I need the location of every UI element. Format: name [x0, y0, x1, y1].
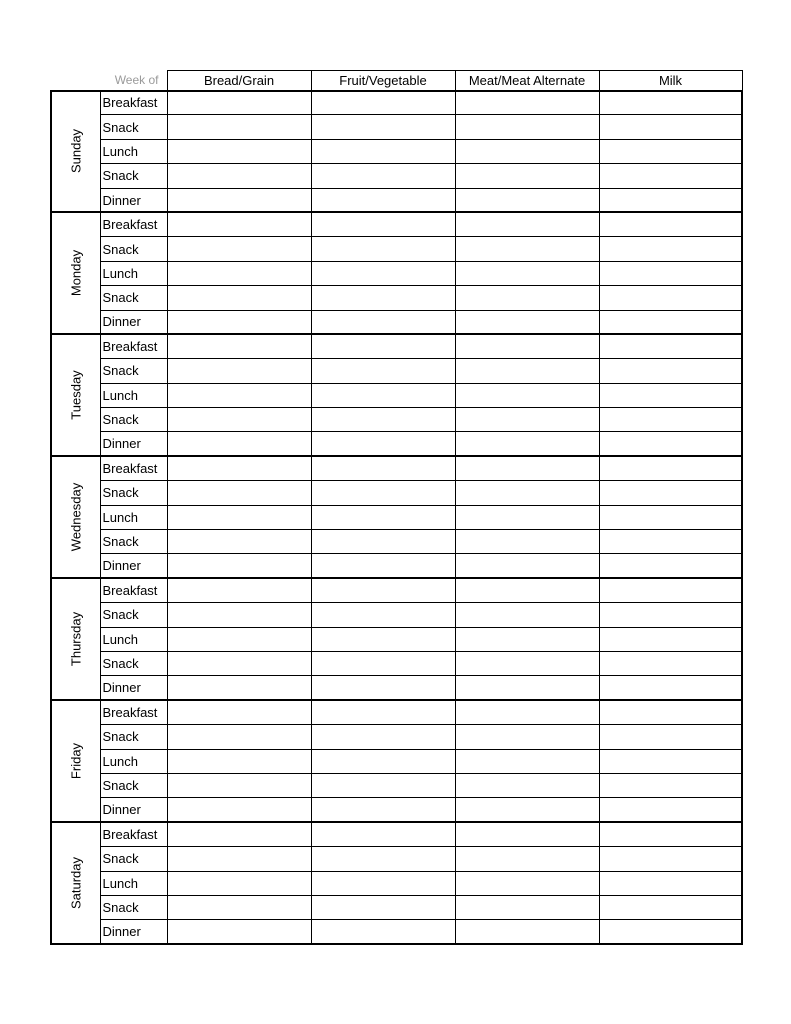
- meal-row: [51, 286, 742, 310]
- entry-cell-milk[interactable]: [599, 164, 742, 188]
- meal-label: Lunch: [100, 871, 167, 895]
- entry-cell-meat-alternate[interactable]: [455, 456, 599, 480]
- entry-cell-fruit-vegetable[interactable]: [311, 212, 455, 236]
- entry-cell-bread-grain[interactable]: [167, 578, 311, 602]
- meal-row: [51, 334, 742, 358]
- entry-cell-milk[interactable]: [599, 847, 742, 871]
- entry-cell-milk[interactable]: [599, 871, 742, 895]
- entry-cell-milk[interactable]: [599, 261, 742, 285]
- meal-row: [51, 115, 742, 139]
- entry-cell-bread-grain[interactable]: [167, 164, 311, 188]
- entry-cell-fruit-vegetable[interactable]: [311, 847, 455, 871]
- entry-cell-milk[interactable]: [599, 139, 742, 163]
- entry-cell-meat-alternate[interactable]: [455, 212, 599, 236]
- entry-cell-fruit-vegetable[interactable]: [311, 895, 455, 919]
- entry-cell-fruit-vegetable[interactable]: [311, 822, 455, 846]
- entry-cell-bread-grain[interactable]: [167, 261, 311, 285]
- entry-cell-meat-alternate[interactable]: [455, 676, 599, 700]
- entry-cell-bread-grain[interactable]: [167, 505, 311, 529]
- entry-cell-meat-alternate[interactable]: [455, 847, 599, 871]
- entry-cell-bread-grain[interactable]: [167, 383, 311, 407]
- entry-cell-fruit-vegetable[interactable]: [311, 456, 455, 480]
- entry-cell-meat-alternate[interactable]: [455, 432, 599, 456]
- meal-label: Breakfast: [100, 212, 167, 236]
- entry-cell-bread-grain[interactable]: [167, 700, 311, 724]
- meal-row: [51, 91, 742, 115]
- entry-cell-bread-grain[interactable]: [167, 139, 311, 163]
- entry-cell-meat-alternate[interactable]: [455, 359, 599, 383]
- entry-cell-fruit-vegetable[interactable]: [311, 505, 455, 529]
- entry-cell-milk[interactable]: [599, 822, 742, 846]
- entry-cell-bread-grain[interactable]: [167, 432, 311, 456]
- meal-row: [51, 237, 742, 261]
- meal-row: [51, 432, 742, 456]
- entry-cell-fruit-vegetable[interactable]: [311, 261, 455, 285]
- meal-label: Dinner: [100, 920, 167, 944]
- entry-cell-fruit-vegetable[interactable]: [311, 676, 455, 700]
- meal-label: Snack: [100, 651, 167, 675]
- meal-row: [51, 871, 742, 895]
- meal-row: [51, 359, 742, 383]
- meal-label: Snack: [100, 359, 167, 383]
- meal-label: Snack: [100, 481, 167, 505]
- entry-cell-milk[interactable]: [599, 383, 742, 407]
- entry-cell-fruit-vegetable[interactable]: [311, 432, 455, 456]
- meal-row: [51, 554, 742, 578]
- entry-cell-meat-alternate[interactable]: [455, 530, 599, 554]
- entry-cell-milk[interactable]: [599, 237, 742, 261]
- entry-cell-fruit-vegetable[interactable]: [311, 408, 455, 432]
- entry-cell-milk[interactable]: [599, 310, 742, 334]
- entry-cell-fruit-vegetable[interactable]: [311, 91, 455, 115]
- meal-label: Snack: [100, 164, 167, 188]
- meal-label: Snack: [100, 847, 167, 871]
- entry-cell-meat-alternate[interactable]: [455, 481, 599, 505]
- entry-cell-fruit-vegetable[interactable]: [311, 530, 455, 554]
- day-cell-monday: [51, 212, 100, 334]
- entry-cell-bread-grain[interactable]: [167, 481, 311, 505]
- entry-cell-meat-alternate[interactable]: [455, 603, 599, 627]
- meal-label: Breakfast: [100, 91, 167, 115]
- entry-cell-bread-grain[interactable]: [167, 651, 311, 675]
- entry-cell-meat-alternate[interactable]: [455, 871, 599, 895]
- entry-cell-meat-alternate[interactable]: [455, 188, 599, 212]
- meal-label: Snack: [100, 895, 167, 919]
- entry-cell-bread-grain[interactable]: [167, 554, 311, 578]
- meal-label: Lunch: [100, 139, 167, 163]
- meal-label: Breakfast: [100, 822, 167, 846]
- meal-label: Breakfast: [100, 700, 167, 724]
- meal-row: [51, 212, 742, 236]
- entry-cell-fruit-vegetable[interactable]: [311, 310, 455, 334]
- day-label: Tuesday: [68, 370, 84, 421]
- entry-cell-milk[interactable]: [599, 651, 742, 675]
- entry-cell-fruit-vegetable[interactable]: [311, 164, 455, 188]
- entry-cell-meat-alternate[interactable]: [455, 773, 599, 797]
- entry-cell-bread-grain[interactable]: [167, 920, 311, 944]
- entry-cell-meat-alternate[interactable]: [455, 578, 599, 602]
- day-label: Monday: [68, 250, 84, 297]
- meal-row: [51, 578, 742, 602]
- meal-label: Snack: [100, 286, 167, 310]
- entry-cell-fruit-vegetable[interactable]: [311, 871, 455, 895]
- day-label: Saturday: [68, 857, 84, 910]
- day-cell-wednesday: [51, 456, 100, 578]
- meal-label: Snack: [100, 408, 167, 432]
- week-of-label: Week of: [114, 73, 159, 87]
- entry-cell-bread-grain[interactable]: [167, 627, 311, 651]
- entry-cell-meat-alternate[interactable]: [455, 822, 599, 846]
- meal-row: [51, 383, 742, 407]
- entry-cell-meat-alternate[interactable]: [455, 725, 599, 749]
- entry-cell-milk[interactable]: [599, 676, 742, 700]
- entry-cell-meat-alternate[interactable]: [455, 164, 599, 188]
- entry-cell-fruit-vegetable[interactable]: [311, 383, 455, 407]
- entry-cell-milk[interactable]: [599, 895, 742, 919]
- entry-cell-bread-grain[interactable]: [167, 456, 311, 480]
- entry-cell-bread-grain[interactable]: [167, 895, 311, 919]
- entry-cell-milk[interactable]: [599, 773, 742, 797]
- entry-cell-bread-grain[interactable]: [167, 286, 311, 310]
- entry-cell-milk[interactable]: [599, 212, 742, 236]
- meal-row: [51, 139, 742, 163]
- entry-cell-meat-alternate[interactable]: [455, 895, 599, 919]
- meal-row: [51, 676, 742, 700]
- meal-row: [51, 895, 742, 919]
- entry-cell-bread-grain[interactable]: [167, 871, 311, 895]
- entry-cell-meat-alternate[interactable]: [455, 651, 599, 675]
- entry-cell-milk[interactable]: [599, 700, 742, 724]
- meal-row: [51, 651, 742, 675]
- entry-cell-meat-alternate[interactable]: [455, 554, 599, 578]
- meal-row: [51, 530, 742, 554]
- entry-cell-meat-alternate[interactable]: [455, 115, 599, 139]
- entry-cell-bread-grain[interactable]: [167, 676, 311, 700]
- entry-cell-milk[interactable]: [599, 432, 742, 456]
- meal-label: Lunch: [100, 627, 167, 651]
- day-cell-thursday: [51, 578, 100, 700]
- entry-cell-meat-alternate[interactable]: [455, 383, 599, 407]
- entry-cell-milk[interactable]: [599, 530, 742, 554]
- entry-cell-milk[interactable]: [599, 334, 742, 358]
- day-cell-tuesday: [51, 334, 100, 456]
- entry-cell-fruit-vegetable[interactable]: [311, 627, 455, 651]
- entry-cell-fruit-vegetable[interactable]: [311, 651, 455, 675]
- meal-row: [51, 408, 742, 432]
- entry-cell-bread-grain[interactable]: [167, 725, 311, 749]
- entry-cell-milk[interactable]: [599, 603, 742, 627]
- entry-cell-meat-alternate[interactable]: [455, 627, 599, 651]
- meal-row: [51, 456, 742, 480]
- entry-cell-milk[interactable]: [599, 627, 742, 651]
- entry-cell-milk[interactable]: [599, 578, 742, 602]
- entry-cell-bread-grain[interactable]: [167, 530, 311, 554]
- entry-cell-milk[interactable]: [599, 188, 742, 212]
- meal-label: Dinner: [100, 676, 167, 700]
- meal-row: [51, 164, 742, 188]
- entry-cell-bread-grain[interactable]: [167, 603, 311, 627]
- meal-row: [51, 773, 742, 797]
- entry-cell-fruit-vegetable[interactable]: [311, 798, 455, 822]
- entry-cell-bread-grain[interactable]: [167, 822, 311, 846]
- entry-cell-fruit-vegetable[interactable]: [311, 700, 455, 724]
- meal-label: Lunch: [100, 749, 167, 773]
- entry-cell-bread-grain[interactable]: [167, 334, 311, 358]
- entry-cell-milk[interactable]: [599, 359, 742, 383]
- column-header-meat-alternate: Meat/Meat Alternate: [455, 71, 599, 91]
- entry-cell-bread-grain[interactable]: [167, 408, 311, 432]
- entry-cell-meat-alternate[interactable]: [455, 334, 599, 358]
- meal-row: [51, 603, 742, 627]
- entry-cell-meat-alternate[interactable]: [455, 798, 599, 822]
- column-header-bread-grain: Bread/Grain: [167, 71, 311, 91]
- meal-row: [51, 310, 742, 334]
- entry-cell-meat-alternate[interactable]: [455, 286, 599, 310]
- day-label: Thursday: [68, 612, 84, 667]
- meal-label: Lunch: [100, 261, 167, 285]
- entry-cell-meat-alternate[interactable]: [455, 749, 599, 773]
- meal-label: Dinner: [100, 310, 167, 334]
- meal-row: [51, 798, 742, 822]
- entry-cell-fruit-vegetable[interactable]: [311, 139, 455, 163]
- entry-cell-meat-alternate[interactable]: [455, 700, 599, 724]
- meal-label: Breakfast: [100, 456, 167, 480]
- entry-cell-milk[interactable]: [599, 920, 742, 944]
- planner-body: [51, 91, 742, 945]
- meal-label: Dinner: [100, 188, 167, 212]
- entry-cell-bread-grain[interactable]: [167, 115, 311, 139]
- meal-label: Snack: [100, 115, 167, 139]
- meal-label: Snack: [100, 725, 167, 749]
- entry-cell-fruit-vegetable[interactable]: [311, 603, 455, 627]
- meal-row: [51, 847, 742, 871]
- entry-cell-bread-grain[interactable]: [167, 773, 311, 797]
- meal-row: [51, 505, 742, 529]
- day-cell-saturday: [51, 822, 100, 944]
- meal-label: Lunch: [100, 383, 167, 407]
- column-header-fruit-vegetable: Fruit/Vegetable: [311, 71, 455, 91]
- entry-cell-milk[interactable]: [599, 505, 742, 529]
- entry-cell-milk[interactable]: [599, 408, 742, 432]
- entry-cell-milk[interactable]: [599, 725, 742, 749]
- header-row: [51, 71, 742, 91]
- entry-cell-milk[interactable]: [599, 798, 742, 822]
- entry-cell-meat-alternate[interactable]: [455, 408, 599, 432]
- entry-cell-milk[interactable]: [599, 286, 742, 310]
- entry-cell-fruit-vegetable[interactable]: [311, 188, 455, 212]
- day-label: Friday: [68, 743, 84, 780]
- entry-cell-fruit-vegetable[interactable]: [311, 554, 455, 578]
- entry-cell-milk[interactable]: [599, 749, 742, 773]
- entry-cell-milk[interactable]: [599, 91, 742, 115]
- meal-row: [51, 749, 742, 773]
- entry-cell-bread-grain[interactable]: [167, 310, 311, 334]
- meal-label: Dinner: [100, 554, 167, 578]
- entry-cell-fruit-vegetable[interactable]: [311, 920, 455, 944]
- meal-label: Breakfast: [100, 334, 167, 358]
- meal-row: [51, 627, 742, 651]
- entry-cell-bread-grain[interactable]: [167, 847, 311, 871]
- entry-cell-meat-alternate[interactable]: [455, 139, 599, 163]
- entry-cell-meat-alternate[interactable]: [455, 505, 599, 529]
- entry-cell-fruit-vegetable[interactable]: [311, 578, 455, 602]
- entry-cell-bread-grain[interactable]: [167, 749, 311, 773]
- entry-cell-fruit-vegetable[interactable]: [311, 773, 455, 797]
- entry-cell-meat-alternate[interactable]: [455, 310, 599, 334]
- entry-cell-bread-grain[interactable]: [167, 91, 311, 115]
- meal-label: Dinner: [100, 798, 167, 822]
- entry-cell-meat-alternate[interactable]: [455, 261, 599, 285]
- entry-cell-bread-grain[interactable]: [167, 798, 311, 822]
- meal-row: [51, 725, 742, 749]
- entry-cell-milk[interactable]: [599, 115, 742, 139]
- meal-label: Snack: [100, 773, 167, 797]
- entry-cell-milk[interactable]: [599, 554, 742, 578]
- meal-label: Snack: [100, 603, 167, 627]
- entry-cell-meat-alternate[interactable]: [455, 237, 599, 261]
- entry-cell-fruit-vegetable[interactable]: [311, 115, 455, 139]
- column-header-milk: Milk: [599, 71, 742, 91]
- entry-cell-bread-grain[interactable]: [167, 188, 311, 212]
- meal-row: [51, 700, 742, 724]
- meal-label: Breakfast: [100, 578, 167, 602]
- meal-planner-table: [50, 70, 743, 945]
- day-cell-sunday: [51, 91, 100, 213]
- entry-cell-fruit-vegetable[interactable]: [311, 359, 455, 383]
- entry-cell-bread-grain[interactable]: [167, 237, 311, 261]
- entry-cell-fruit-vegetable[interactable]: [311, 286, 455, 310]
- day-cell-friday: [51, 700, 100, 822]
- entry-cell-meat-alternate[interactable]: [455, 91, 599, 115]
- entry-cell-milk[interactable]: [599, 481, 742, 505]
- entry-cell-fruit-vegetable[interactable]: [311, 334, 455, 358]
- entry-cell-bread-grain[interactable]: [167, 359, 311, 383]
- meal-row: [51, 481, 742, 505]
- meal-label: Dinner: [100, 432, 167, 456]
- entry-cell-meat-alternate[interactable]: [455, 920, 599, 944]
- entry-cell-milk[interactable]: [599, 456, 742, 480]
- meal-row: [51, 188, 742, 212]
- meal-row: [51, 822, 742, 846]
- day-label: Wednesday: [68, 483, 84, 552]
- meal-label: Lunch: [100, 505, 167, 529]
- entry-cell-fruit-vegetable[interactable]: [311, 749, 455, 773]
- meal-row: [51, 920, 742, 944]
- meal-row: [51, 261, 742, 285]
- entry-cell-bread-grain[interactable]: [167, 212, 311, 236]
- entry-cell-fruit-vegetable[interactable]: [311, 725, 455, 749]
- entry-cell-fruit-vegetable[interactable]: [311, 481, 455, 505]
- meal-label: Snack: [100, 237, 167, 261]
- meal-label: Snack: [100, 530, 167, 554]
- day-label: Sunday: [68, 129, 84, 174]
- entry-cell-fruit-vegetable[interactable]: [311, 237, 455, 261]
